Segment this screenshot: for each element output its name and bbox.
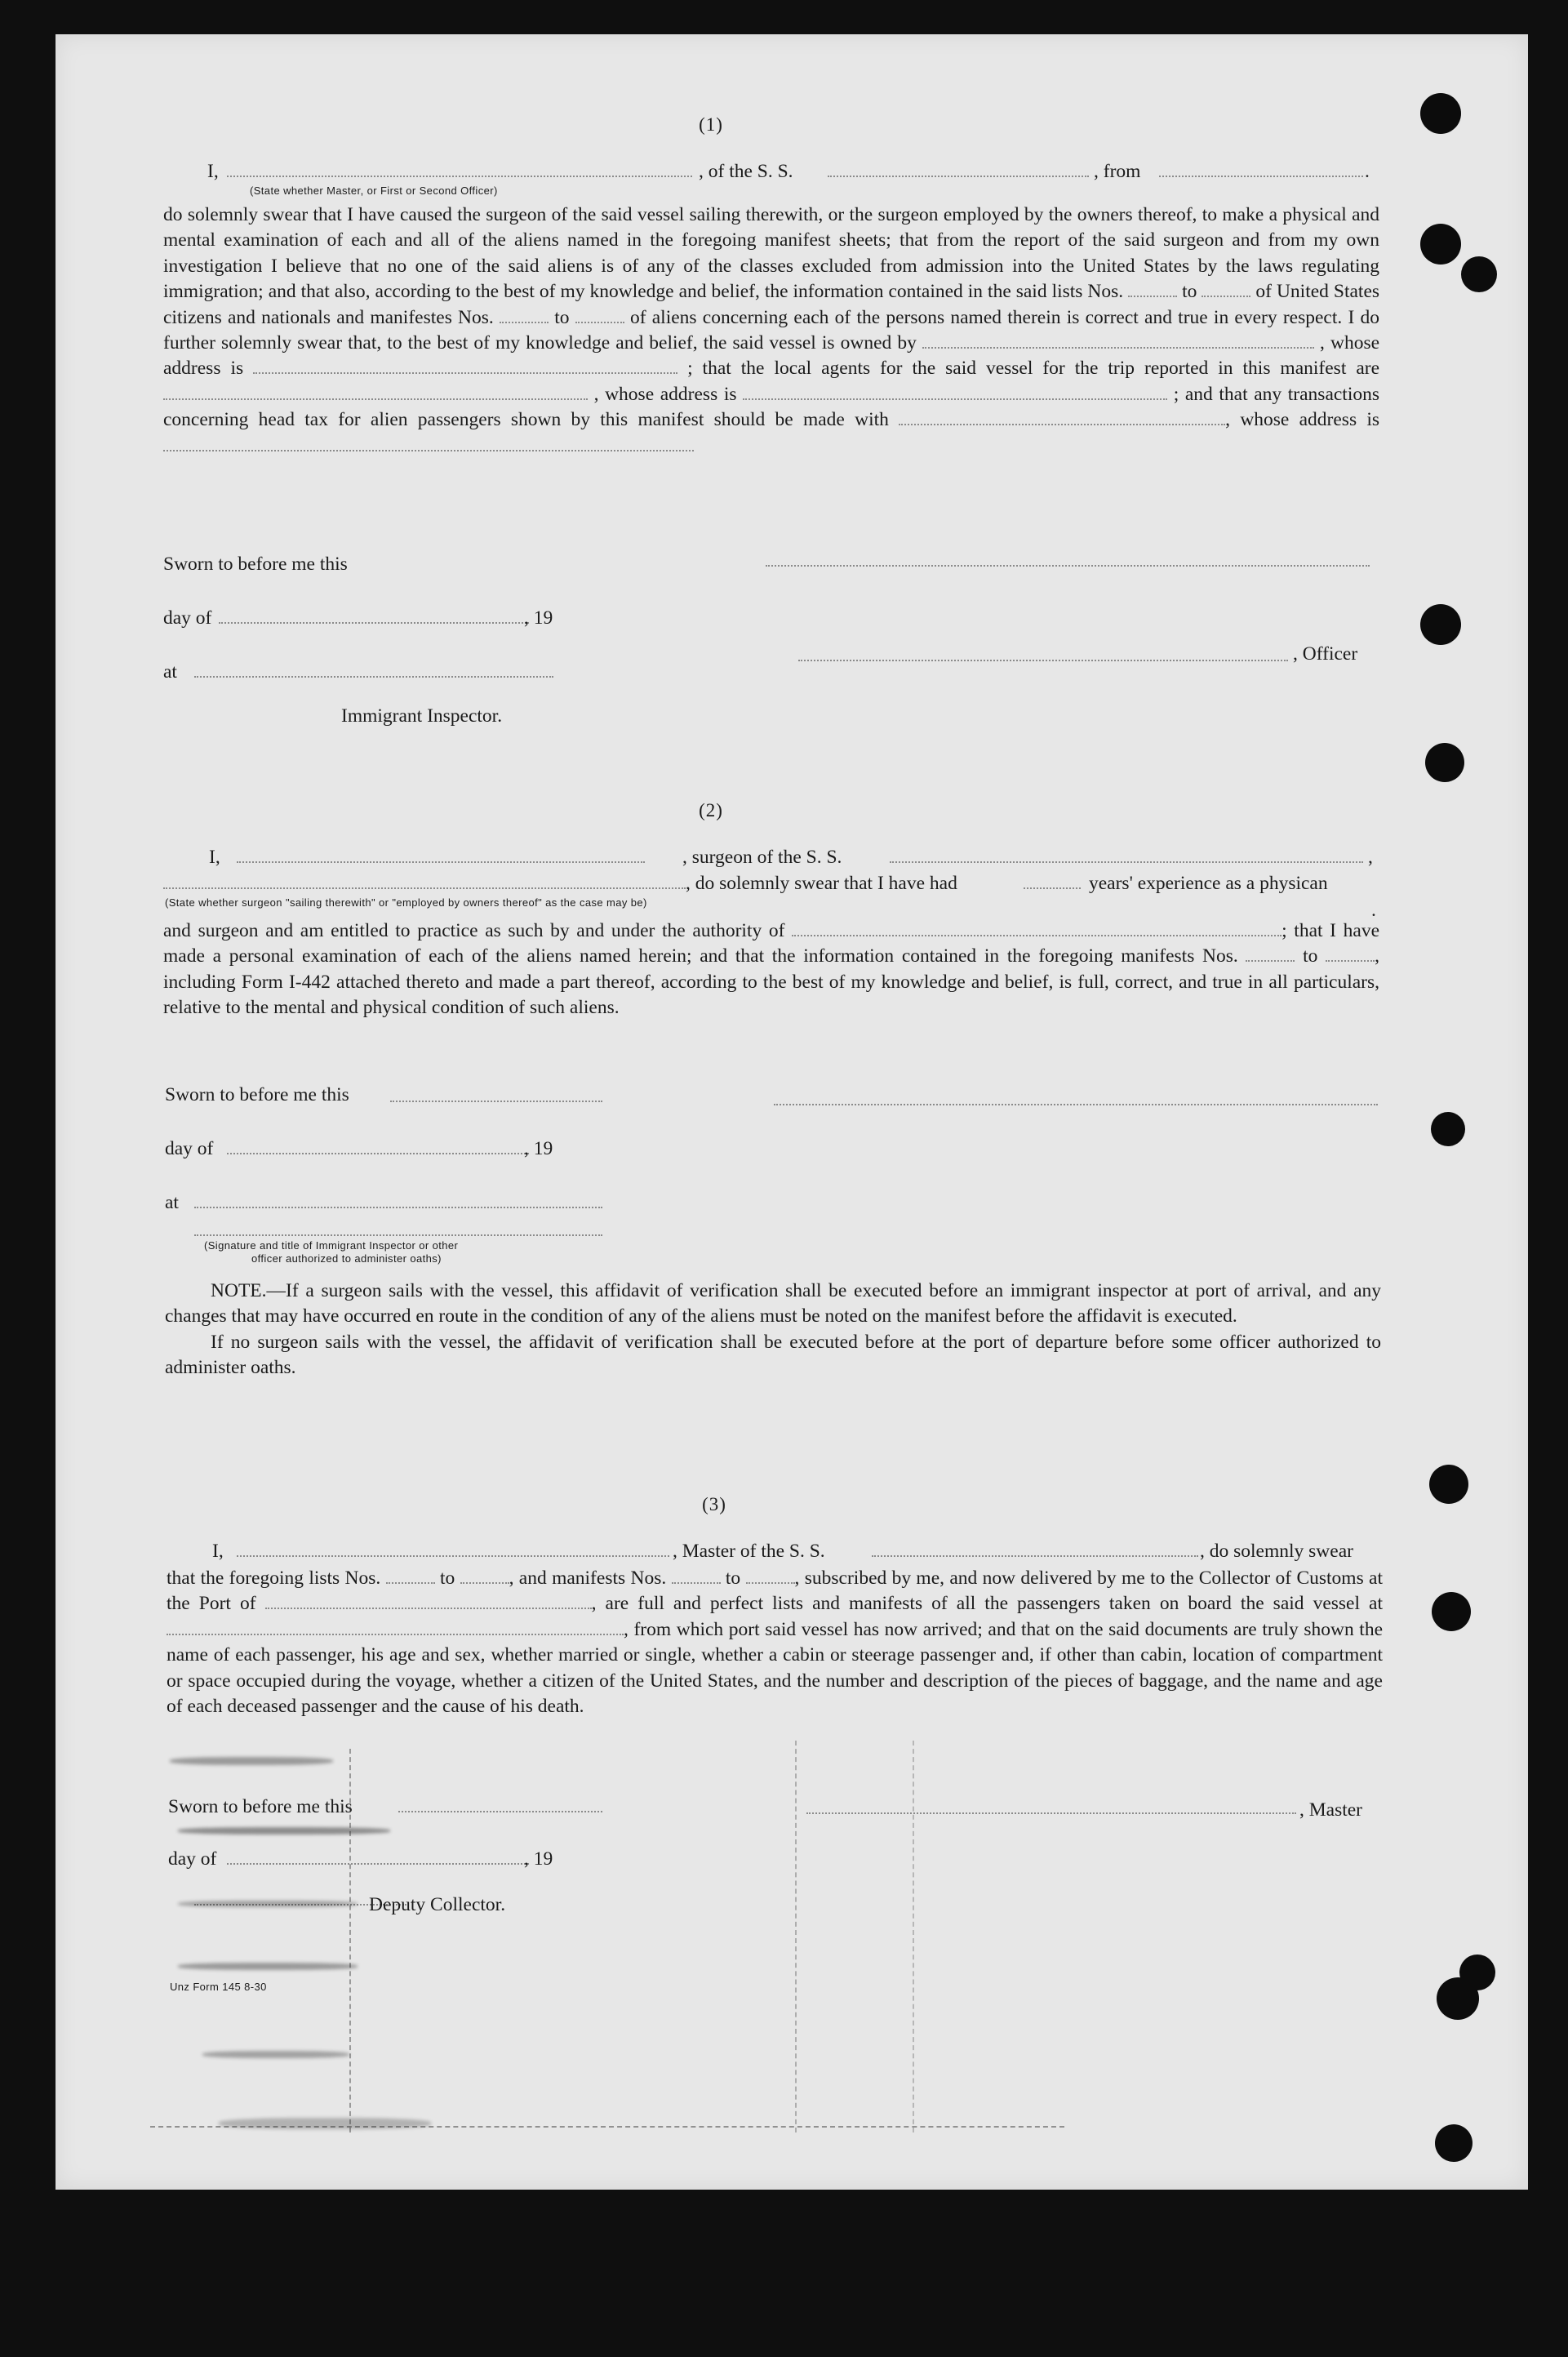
oath-text-a: do solemnly swear that I have caused the surgeon of the said vessel sailing therewith, or the surgeon employed by the owners thereof, to make a physical and mental examination of each and all of the aliens named in the foregoing manifest sheets; that from the report of the said surgeon and from my own investigation I believe that no one of the said aliens is of any of the classes excluded from admission into the United States by the laws regulating immigration; and that also, according to the best of my knowledge and belief, the information contained in the said lists Nos. [163,204,1379,303]
officer-name-field[interactable] [227,176,692,177]
officer-rank-note: (State whether Master, or First or Second Officer) [250,185,498,197]
manifest-back-page [56,34,1528,2190]
surgeon-status-field[interactable] [163,887,686,889]
section-2-paragraph [163,918,1379,1021]
agents-field[interactable] [163,384,588,400]
at-label-2: at [165,1192,179,1213]
sworn-label-2: Sworn to before me this [165,1084,349,1105]
section-2-number: (2) [699,800,723,821]
officer-signature-line[interactable] [766,565,1370,567]
manifests-from-field[interactable] [500,307,549,323]
section-1-body [163,202,1379,459]
bleed-rule [913,1741,914,2132]
vessel-label: , of the S. S. [699,161,793,182]
master-label: , Master [1299,1799,1363,1821]
section-3-number: (3) [702,1494,726,1514]
owner-address-field[interactable] [253,358,677,374]
master-text-d: that on the said documents are truly shown the name of each passenger, his age and sex, whether married or single, whether a cabin or steerage passenger and, if other than cabin, location of compartment or space occupied during the voyage, whether a citizen of the United States, and the number and description of the pieces of baggage, and the name and age of each deceased passenger and the cause of his death. [167,1618,1383,1718]
lists-to-field[interactable] [1202,281,1250,297]
bleed-rule [150,2126,1064,2128]
punch-hole [1431,1112,1465,1146]
to-label: to [1303,945,1318,967]
master-text-b: Collector of Customs at the Port of [167,1568,1384,1615]
to-label: to [725,1568,741,1589]
surgeon-text-a: and surgeon and am entitled to practice as such by and under the authority of [163,920,785,941]
i-label: I, [207,161,219,182]
note-paragraph-1: NOTE.—If a surgeon sails with the vessel, this affidavit of verification shall be executed before an immigrant inspector at port of arrival, and any changes that may have occurred en route in the condition of any of the aliens must be noted on the manifest before the affidavit is executed. [165,1280,1381,1327]
note-paragraph-2: If no surgeon sails with the vessel, the affidavit of verification shall be executed before at the port of departure before some officer authorized to administer oaths. [165,1331,1381,1379]
sworn-day-field-2[interactable] [390,1101,602,1102]
punch-hole [1425,743,1464,782]
at-field-1[interactable] [194,676,553,678]
surgeon-of-label: , surgeon of the S. S. [682,847,842,868]
vessel-name-field[interactable] [828,176,1089,177]
section-1-paragraph [163,202,1379,459]
punch-hole [1420,224,1461,265]
master-text-a: that the foregoing lists Nos. [167,1568,381,1589]
day-of-field-3[interactable] [227,1863,529,1865]
manifests-to-field[interactable] [575,307,624,323]
punch-hole [1459,1955,1495,1990]
punch-hole [1435,2124,1472,2162]
owner-field[interactable] [922,332,1314,349]
master-signature-line[interactable] [806,1812,1296,1814]
oath-text-b: of United States citizens and nationals and manifestes Nos. [163,281,1380,328]
punch-hole [1461,256,1497,292]
swear-label: , do solemnly swear that I have had [686,873,957,894]
ink-smudge [178,1963,358,1970]
surgeon-manifests-from-field[interactable] [1246,945,1295,962]
oath-text-f: whose address is [1240,409,1380,431]
full-perfect-label: , are full and perfect lists and manifests of all the passengers [591,1593,1100,1615]
comma: , [1225,409,1231,431]
semicolon: ; [1281,920,1287,941]
surgeon-text-b: that I have made a personal examination of each of the aliens named herein; and that the information contained in the foregoing manifests Nos. [163,920,1380,967]
whose-address-label: , whose address is [593,383,737,405]
and-manifests-label: , and manifests Nos. [509,1568,667,1589]
from-port-field[interactable] [1159,176,1363,177]
year-label-3: , 19 [524,1848,553,1870]
oath-text-d: ; that the local agents for the said vessel for the trip reported in this manifest are [687,358,1380,380]
day-of-label-1: day of [163,607,212,629]
line1-end: , [1368,847,1373,868]
master-vessel-field[interactable] [872,1555,1198,1557]
surgeon-signature-line[interactable] [774,1104,1378,1105]
ink-smudge [202,2051,349,2058]
master-name-field[interactable] [237,1555,669,1557]
to-label: to [439,1568,455,1589]
immigrant-inspector-label: Immigrant Inspector. [341,705,503,727]
years-field[interactable] [1024,887,1081,889]
at-label-1: at [163,661,177,683]
port-field[interactable] [265,1593,592,1609]
day-of-field-2[interactable] [227,1153,529,1154]
taken-on-board-field[interactable] [167,1619,624,1635]
punch-hole [1420,93,1461,134]
master-manifests-from-field[interactable] [672,1568,721,1584]
agents-address-field[interactable] [743,384,1167,400]
ink-smudge [178,1901,358,1907]
whose-address-label: , whose address is [163,332,1380,380]
bleed-rule [349,1749,351,2132]
ink-smudge [178,1827,390,1834]
master-of-label: , Master of the S. S. [673,1541,825,1562]
day-of-label-2: day of [165,1138,214,1159]
officer-title-line[interactable] [798,660,1288,661]
i-label: I, [212,1541,224,1562]
lists-from-field[interactable] [1128,281,1177,297]
inspector-sig-note: officer authorized to administer oaths) [251,1252,442,1265]
from-label: , from [1094,161,1141,182]
master-text-c: taken on board the said vessel at [1108,1593,1384,1615]
subscribed-label: , subscribed by me, and now delivered by me to the [794,1568,1194,1589]
to-label: to [554,306,570,328]
master-lists-to-field[interactable] [460,1568,509,1584]
i-label: I, [209,847,220,868]
line1-end: . [1365,161,1370,182]
years-label: years' experience as a physican [1089,873,1328,894]
surgeon-text-c: , including Form I-442 attached thereto and made a part thereof, according to the best of my knowledge and belief, is full, correct, and true in all particulars, relative to the mental and physical condition of such aliens. [163,945,1379,1019]
oath-text-e: ; and that any transactions concerning head tax for alien passengers shown by this manifest should be made with [163,383,1380,431]
from-which-label: , from which port said vessel has now arrived; and [624,1618,1016,1640]
day-of-field-1[interactable] [219,622,529,624]
section-3-paragraph [167,1566,1383,1719]
form-number: Unz Form 145 8-30 [170,1981,267,1993]
inspector-signature-line[interactable] [194,1234,602,1236]
section-2-body [163,918,1379,1021]
swear-label: , do solemnly swear [1200,1541,1353,1562]
sworn-day-field-3[interactable] [398,1811,602,1812]
authority-field[interactable] [792,920,1281,936]
punch-hole [1420,604,1461,645]
head-tax-field[interactable] [899,409,1225,425]
sworn-label-3: Sworn to before me this [168,1796,353,1817]
year-label-2: , 19 [524,1138,553,1159]
year-label-1: , 19 [524,607,553,629]
bleed-rule [795,1741,797,2132]
head-tax-address-field[interactable] [163,435,694,451]
oath-text-c: of aliens concerning each of the persons named therein is correct and true in every respect. I do further solemnly swear that, to the best of my knowledge and belief, the said vessel is owned by [163,306,1379,354]
section-1-number: (1) [699,114,723,135]
surgeon-vessel-field[interactable] [890,861,1363,863]
section-3-body [167,1566,1383,1719]
deputy-collector-label: Deputy Collector. [369,1894,506,1915]
period: . [1371,900,1376,921]
sworn-label-1: Sworn to before me this [163,554,348,575]
surgeon-status-note: (State whether surgeon "sailing therewith" or "employed by owners thereof" as the case may be) [165,896,647,909]
to-label: to [1182,281,1197,303]
ink-smudge [170,1757,333,1765]
at-field-2[interactable] [194,1207,602,1208]
surgeon-manifests-to-field[interactable] [1326,945,1375,962]
punch-hole [1432,1592,1471,1631]
note-block [165,1279,1381,1381]
day-of-label-3: day of [168,1848,217,1870]
officer-label: , Officer [1293,643,1358,665]
punch-hole [1429,1465,1468,1504]
surgeon-name-field[interactable] [237,861,645,863]
master-manifests-to-field[interactable] [746,1568,795,1584]
inspector-sig-note: (Signature and title of Immigrant Inspector or other [204,1239,459,1252]
master-lists-from-field[interactable] [386,1568,435,1584]
